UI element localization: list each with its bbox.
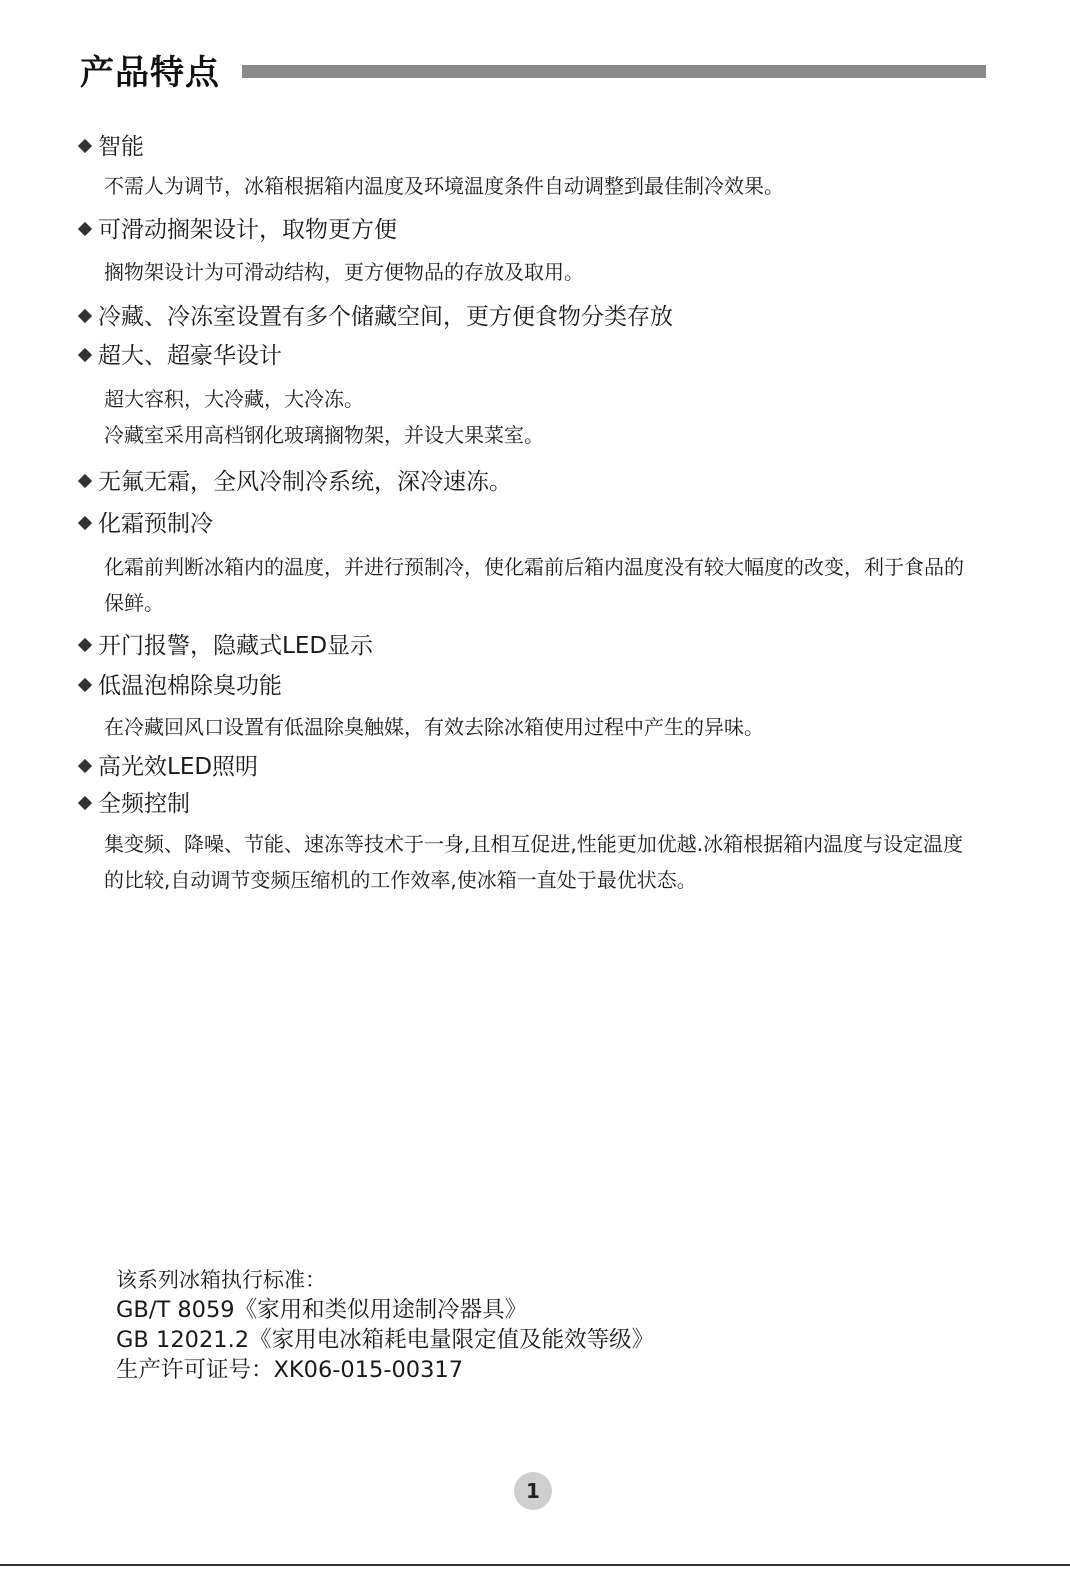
feature-title: 超大、超豪华设计 [98,343,282,369]
feature-heading [76,132,144,162]
feature-title: 高光效LED照明 [98,754,259,780]
standards-intro: 该系列冰箱执行标准： [116,1268,326,1292]
feature-heading [76,671,282,701]
feature-title: 低温泡棉除臭功能 [98,673,282,699]
feature-heading [76,302,673,332]
diamond-bullet-icon [78,348,92,362]
production-license: 生产许可证号：XK06-015-00317 [116,1357,464,1383]
feature-title: 化霜预制冷 [98,511,213,537]
bottom-divider [0,1564,1070,1566]
diamond-bullet-icon [78,759,92,773]
feature-title: 智能 [98,134,144,160]
feature-heading [76,752,258,782]
feature-heading [76,341,282,371]
header-divider-bar [242,65,986,78]
standard-line: GB/T 8059《家用和类似用途制冷器具》 [116,1297,528,1323]
feature-title: 冷藏、冷冻室设置有多个储藏空间，更方便食物分类存放 [98,304,673,330]
standards-block [116,1265,654,1385]
feature-title: 可滑动搁架设计，取物更方便 [98,217,397,243]
page-title: 产品特点 [80,53,220,93]
feature-description: 搁物架设计为可滑动结构，更方便物品的存放及取用。 [104,260,584,284]
feature-description: 在冷藏回风口设置有低温除臭触媒，有效去除冰箱使用过程中产生的异味。 [104,715,764,739]
feature-title: 无氟无霜，全风冷制冷系统，深冷速冻。 [98,469,512,495]
feature-description: 不需人为调节，冰箱根据箱内温度及环境温度条件自动调整到最佳制冷效果。 [104,174,784,198]
feature-heading [76,631,373,661]
feature-description: 超大容积，大冷藏，大冷冻。 [104,387,364,411]
diamond-bullet-icon [78,139,92,153]
feature-heading [76,509,213,539]
diamond-bullet-icon [78,796,92,810]
diamond-bullet-icon [78,309,92,323]
feature-heading [76,789,190,819]
standard-line: GB 12021.2《家用电冰箱耗电量限定值及能效等级》 [116,1327,655,1353]
feature-heading [76,467,512,497]
feature-title: 全频控制 [98,791,190,817]
feature-description: 化霜前判断冰箱内的温度，并进行预制冷，使化霜前后箱内温度没有较大幅度的改变，利于食品的保鲜。 [104,555,964,615]
feature-description: 冷藏室采用高档钢化玻璃搁物架，并设大果菜室。 [104,423,544,447]
diamond-bullet-icon [78,474,92,488]
diamond-bullet-icon [78,516,92,530]
feature-title: 开门报警，隐藏式LED显示 [98,633,374,659]
feature-description: 集变频、降噪、节能、速冻等技术于一身,且相互促进,性能更加优越.冰箱根据箱内温度与设定温度的比较,自动调节变频压缩机的工作效率,使冰箱一直处于最优状态。 [104,832,964,892]
feature-heading [76,215,397,245]
page-number: 1 [514,1472,552,1510]
diamond-bullet-icon [78,638,92,652]
section-header [80,48,986,98]
diamond-bullet-icon [78,678,92,692]
diamond-bullet-icon [78,222,92,236]
